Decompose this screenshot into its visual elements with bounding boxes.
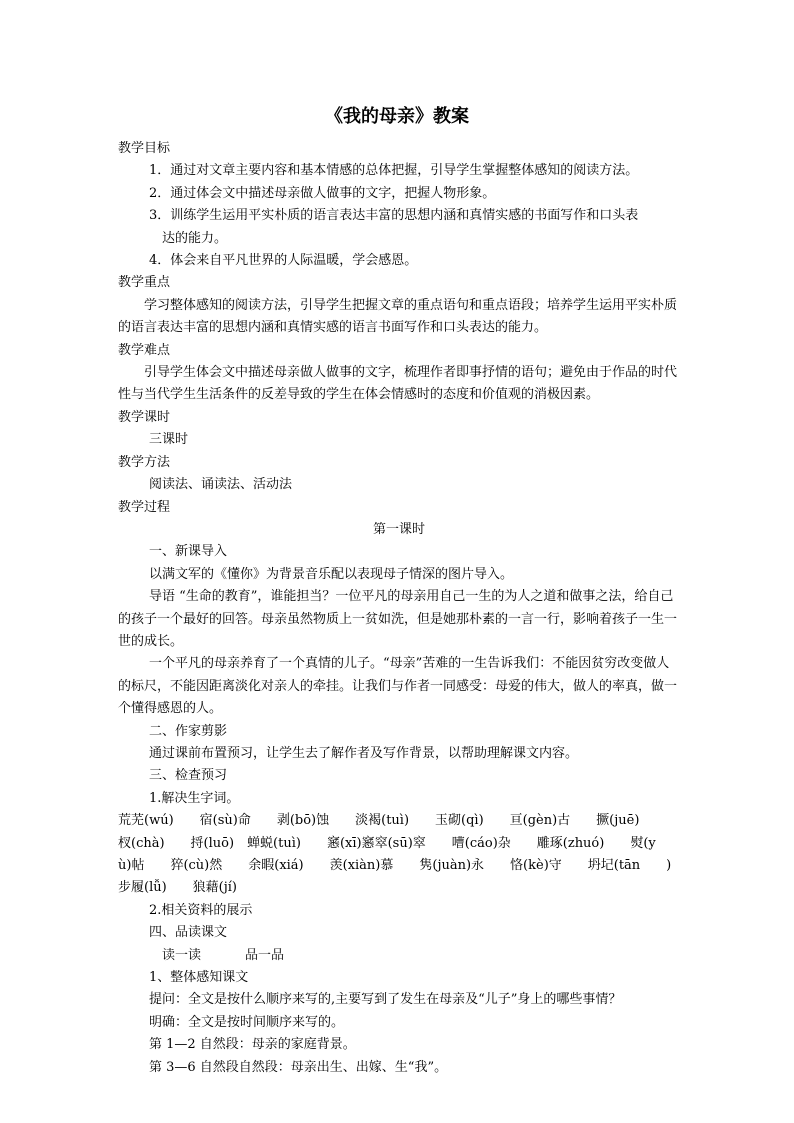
step-intro-text: 以满文军的《懂你》为背景音乐配以表现母子情深的图片导入。 xyxy=(149,566,514,582)
paragraph-summary-2: 第 3—6 自然段自然段：母亲出生、出嫁、生“我”。 xyxy=(149,1059,448,1075)
methods-text: 阅读法、诵读法、活动法 xyxy=(149,477,293,493)
section-heading-process: 教学过程 xyxy=(118,499,171,515)
key-points-text: 学习整体感知的阅读方法，引导学生把握文章的重点语句和重点语段；培养学生运用平实朴质的语言表达丰富的思想内涵和真情实感的语言书面写作和口头表达的能力。 xyxy=(118,297,678,336)
step-heading-intro: 一、新课导入 xyxy=(149,544,228,560)
answer-text: 明确：全文是按时间顺序来写的。 xyxy=(149,1014,345,1030)
goal-item-3-line1: 3．训练学生运用平实朴质的语言表达丰富的思想内涵和真情实感的书面写作和口头表 xyxy=(149,208,639,224)
goal-item-2: 2．通过体会文中描述母亲做人做事的文字，把握人物形象。 xyxy=(149,185,496,201)
intro-paragraph-2: 一个平凡的母亲养育了一个真情的儿子。“母亲”苦难的一生告诉我们：不能因贫穷改变做人的标尺，不能因距离淡化对亲人的牵挂。让我们与作者一同感受：母爱的伟大，做人的率真，做一个懂得感恩的人。 xyxy=(118,656,678,717)
section-heading-difficulties: 教学难点 xyxy=(118,342,171,358)
goal-item-1: 1．通过对文章主要内容和基本情感的总体把握，引导学生掌握整体感知的阅读方法。 xyxy=(149,163,639,179)
reading-activity-read: 读一读 xyxy=(162,947,202,963)
reading-activity-savor: 品一品 xyxy=(245,947,285,963)
vocab-line-3: ù)帖 猝(cù)然 余暇(xiá) 羡(xiàn)慕 隽(juàn)永 恪(kè)守 坍圮(tān ) xyxy=(118,858,672,873)
goal-item-3-line2: 达的能力。 xyxy=(162,230,228,246)
hours-text: 三课时 xyxy=(149,432,189,448)
intro-paragraph-1: 导语 “生命的教育”，谁能担当？一位平凡的母亲用自己一生的为人之道和做事之法，给自己的孩子一个最好的回答。母亲虽然物质上一贫如洗，但是她那朴素的一言一行，影响着孩子一生一世的成长。 xyxy=(118,589,678,649)
step-heading-preview: 三、检查预习 xyxy=(149,768,228,784)
lesson-title: 第一课时 xyxy=(372,521,425,537)
vocab-line-2: 杈(chà) 捋(luō) 蝉蜕(tuì) 窸(xī)窸窣(sū)窣 嘈(cáo)杂 雕琢(zhuó) 熨(y xyxy=(118,835,656,851)
difficulties-text: 引导学生体会文中描述母亲做人做事的文字，梳理作者即事抒情的语句；避免由于作品的时代性与当代学生生活条件的反差导致的学生在体会情感时的态度和价值观的消极因素。 xyxy=(118,365,678,403)
step-author-text: 通过课前布置预习，让学生去了解作者及写作背景，以帮助理解课文内容。 xyxy=(149,745,579,761)
reading-activities xyxy=(118,945,680,967)
preview-sub-vocab: 1.解决生字词。 xyxy=(149,790,240,806)
section-heading-hours: 教学课时 xyxy=(118,409,171,425)
section-heading-methods: 教学方法 xyxy=(118,454,171,470)
page-title: 《我的母亲》教案 xyxy=(325,106,469,127)
step-heading-reading: 四、品读课文 xyxy=(149,925,228,941)
preview-sub-materials: 2.相关资料的展示 xyxy=(149,902,253,918)
goal-item-4: 4．体会来自平凡世界的人际温暖，学会感恩。 xyxy=(149,253,418,269)
document-body xyxy=(118,138,680,1079)
section-heading-goals: 教学目标 xyxy=(118,141,171,156)
paragraph-summary-1: 第 1—2 自然段：母亲的家庭背景。 xyxy=(149,1037,356,1053)
section-heading-key-points: 教学重点 xyxy=(118,275,171,291)
reading-sub-overall: 1、整体感知课文 xyxy=(149,970,249,986)
step-heading-author: 二、作家剪影 xyxy=(149,723,228,739)
vocab-line-4: 步履(lǚ) 狼藉(jí) xyxy=(118,880,238,896)
vocab-line-1: 荒芜(wú) 宿(sù)命 剥(bō)蚀 淡褐(tuì) 玉砌(qì) 亘(gèn)古 撅(juē) xyxy=(118,813,640,829)
question-text: 提问：全文是按什么顺序来写的,主要写到了发生在母亲及“儿子”身上的哪些事情？ xyxy=(149,992,622,1008)
